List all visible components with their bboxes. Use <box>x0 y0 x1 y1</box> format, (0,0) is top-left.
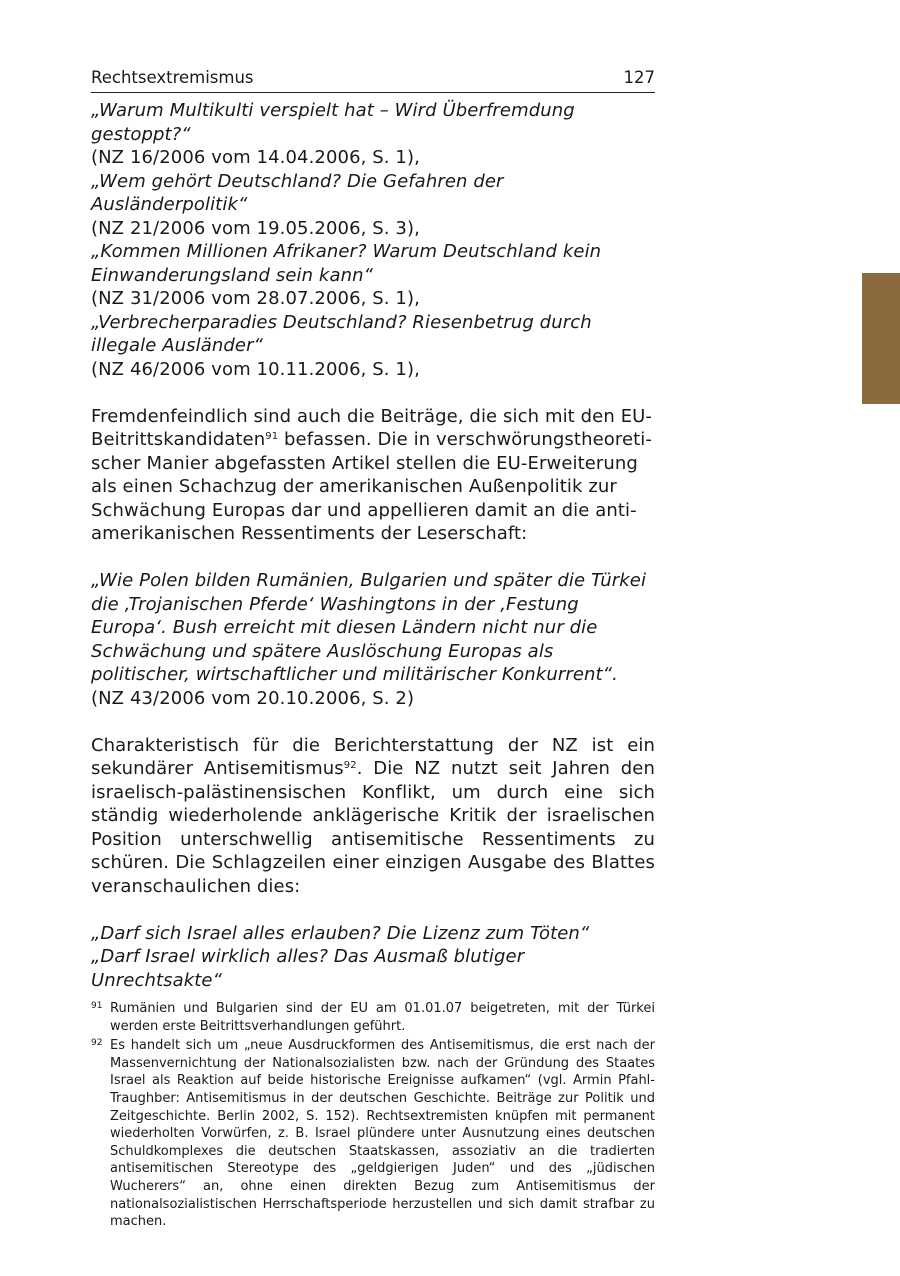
footnote-number: 92 <box>91 1038 103 1049</box>
headline-source: (NZ 46/2006 vom 10.11.2006, S. 1), <box>91 358 420 380</box>
paragraph-eu-candidates <box>91 405 655 546</box>
paragraph-text: befassen. Die in verschwörungstheoretischer Manier abgefassten Artikel stellen die EU-Erweiterung als einen Schachzug der amerikanischen Außenpolitik zur Schwächung Europas dar und appellieren damit an die antiamerikanischen Ressentiments der Leserschaft: <box>91 429 652 544</box>
footnote-ref: 91 <box>265 431 279 442</box>
paragraph-antisemitism <box>91 734 655 899</box>
headline-quote: „Darf sich Israel alles erlauben? Die Lizenz zum Töten“ <box>91 922 590 944</box>
chapter-thumb-tab <box>862 273 900 404</box>
footnotes <box>91 1000 655 1233</box>
paragraph-text: Fremdenfeindlich sind auch die Beiträge, die sich mit den EU-Beitrittskandidaten <box>91 405 653 450</box>
headline-quote: „Kommen Millionen Afrikaner? Warum Deutschland kein Einwanderungsland sein kann“ <box>91 241 602 286</box>
headline-quote: „Warum Multikulti verspielt hat – Wird Überfremdung gestoppt?“ <box>91 100 575 145</box>
footnote-text: Rumänien und Bulgarien sind der EU am 01.01.07 beigetreten, mit der Türkei werden erste Beitrittsverhandlungen geführt. <box>110 1001 655 1034</box>
main-text <box>91 99 655 992</box>
footnote-number: 91 <box>91 1001 103 1011</box>
footnote-text: Es handelt sich um „neue Ausdruckformen des Antisemitismus, die erst nach der Massenvernichtung der Nationalsozialisten bzw. nach der Gründung des Staates Israel als Reaktion auf beide historische Ereignisse aufkamen“ (vgl. Armin Pfahl-Traughber: Antisemitismus in der deutschen Geschichte. Beiträge zur Politik und Zeitgeschichte. Berlin 2002, S. 152). Rechtsextremisten knüpfen mit permanent wiederholten Vorwürfen, z. B. Israel plündere unter Ausnutzung eines deutschen Schuldkomplexes die deutschen Staatskassen, assoziativ an die tradierten antisemitischen Stereotype des „geldgierigen Juden“ und des „jüdischen Wucherers“ an, ohne einen direkten Bezug zum Antisemitismus der nationalsozialistischen Herrschaftsperiode herzustellen und sich damit strafbar zu machen. <box>110 1038 655 1230</box>
block-quote-source: (NZ 43/2006 vom 20.10.2006, S. 2) <box>91 687 415 709</box>
page-number: 127 <box>623 68 655 87</box>
chapter-title: Rechtsextremismus <box>91 68 254 87</box>
footnote-ref: 92 <box>343 760 357 771</box>
headline-quote: „Verbrecherparadies Deutschland? Riesenbetrug durch illegale Ausländer“ <box>91 311 592 356</box>
footnote <box>91 1037 655 1231</box>
block-quote: „Wie Polen bilden Rumänien, Bulgarien und später die Türkei die ‚Trojanischen Pferde‘ Washingtons in der ‚Festung Europa‘. Bush erreicht mit diesen Ländern nicht nur die Schwächung und spätere Auslöschung Europas als politischer, wirtschaftlicher und militärischer Konkurrent“. <box>91 570 647 685</box>
paragraph-text: Charakteristisch für die Berichterstattung der NZ ist ein sekundärer Antisemitismus <box>91 734 655 779</box>
headline-source: (NZ 21/2006 vom 19.05.2006, S. 3), <box>91 217 420 239</box>
headline-quote: „Wem gehört Deutschland? Die Gefahren der Ausländerpolitik“ <box>91 170 504 215</box>
headline-quote: „Darf Israel wirklich alles? Das Ausmaß blutiger Unrechtsakte“ <box>91 946 525 991</box>
headline-source: (NZ 16/2006 vom 14.04.2006, S. 1), <box>91 147 420 168</box>
headline-source: (NZ 31/2006 vom 28.07.2006, S. 1), <box>91 288 420 309</box>
footnote <box>91 1000 655 1035</box>
running-header <box>91 68 655 93</box>
paragraph-text: . Die NZ nutzt seit Jahren den israelisch-palästinensischen Konflikt, um durch eine sich ständig wiederholende anklägerische Kritik der israelischen Position unterschwellig antisemitische Ressentiments zu schüren. Die Schlagzeilen einer einzigen Ausgabe des Blattes veranschaulichen dies: <box>91 758 655 897</box>
